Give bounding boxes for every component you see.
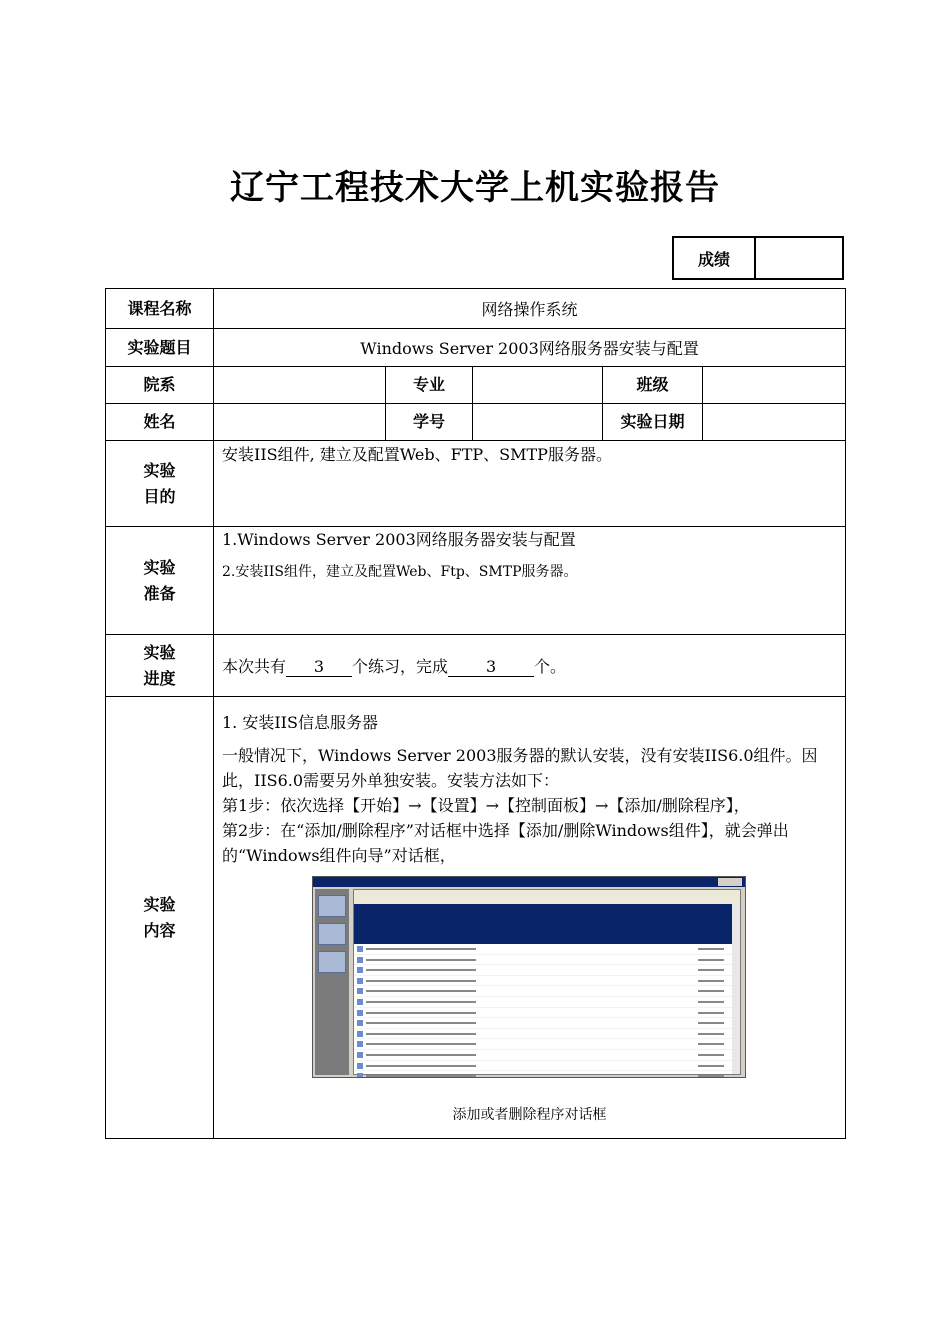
name-label: 姓名 — [106, 404, 214, 441]
major-label: 专业 — [386, 367, 473, 404]
content-body — [214, 697, 846, 1139]
date-label: 实验日期 — [603, 404, 703, 441]
prepare-label: 实验 准备 — [106, 527, 214, 635]
student-id-value — [473, 404, 603, 441]
prepare-item-1: 1.Windows Server 2003网络服务器安装与配置 — [222, 530, 576, 549]
report-table — [105, 288, 846, 1139]
screenshot-caption: 添加或者删除程序对话框 — [452, 1107, 607, 1123]
course-value: 网络操作系统 — [214, 289, 846, 329]
screenshot-sidebar — [315, 889, 349, 1075]
content-label: 实验 内容 — [106, 697, 214, 1139]
score-value — [755, 237, 843, 279]
major-value — [473, 367, 603, 404]
screenshot-program-list — [353, 889, 741, 1075]
topic-label: 实验题目 — [106, 329, 214, 367]
content-paragraph-1: 一般情况下，Windows Server 2003服务器的默认安装，没有安装IIS6.0组件。因此，IIS6.0需要另外单独安装。安装方法如下： — [222, 746, 818, 790]
name-value — [214, 404, 386, 441]
exercise-total: 3 — [286, 657, 352, 677]
department-value — [214, 367, 386, 404]
progress-text: 本次共有 3 个练习，完成 3 个。 — [214, 635, 846, 697]
content-paragraph-2: 第1步：依次选择【开始】→【设置】→【控制面板】→【添加/删除程序】， — [222, 796, 750, 815]
purpose-label: 实验 目的 — [106, 441, 214, 527]
prepare-item-2: 2.安装IIS组件，建立及配置Web、Ftp、SMTP服务器。 — [222, 564, 578, 580]
screenshot-titlebar — [313, 877, 745, 887]
class-label: 班级 — [603, 367, 703, 404]
purpose-text: 安装IIS组件, 建立及配置Web、FTP、SMTP服务器。 — [214, 441, 846, 527]
class-value — [703, 367, 846, 404]
topic-value: Windows Server 2003网络服务器安装与配置 — [214, 329, 846, 367]
content-paragraph-3: 第2步：在“添加/删除程序”对话框中选择【添加/删除Windows组件】，就会弹出的“Windows组件向导”对话框， — [222, 821, 789, 865]
content-heading: 1. 安装IIS信息服务器 — [222, 713, 378, 732]
date-value — [703, 404, 846, 441]
add-remove-programs-screenshot — [312, 876, 746, 1078]
report-title: 辽宁工程技术大学上机实验报告 — [230, 168, 720, 208]
progress-label: 实验 进度 — [106, 635, 214, 697]
student-id-label: 学号 — [386, 404, 473, 441]
course-label: 课程名称 — [106, 289, 214, 329]
score-box — [672, 236, 844, 280]
department-label: 院系 — [106, 367, 214, 404]
prepare-text — [214, 527, 846, 635]
score-label: 成绩 — [673, 237, 755, 279]
exercise-done: 3 — [448, 657, 534, 677]
